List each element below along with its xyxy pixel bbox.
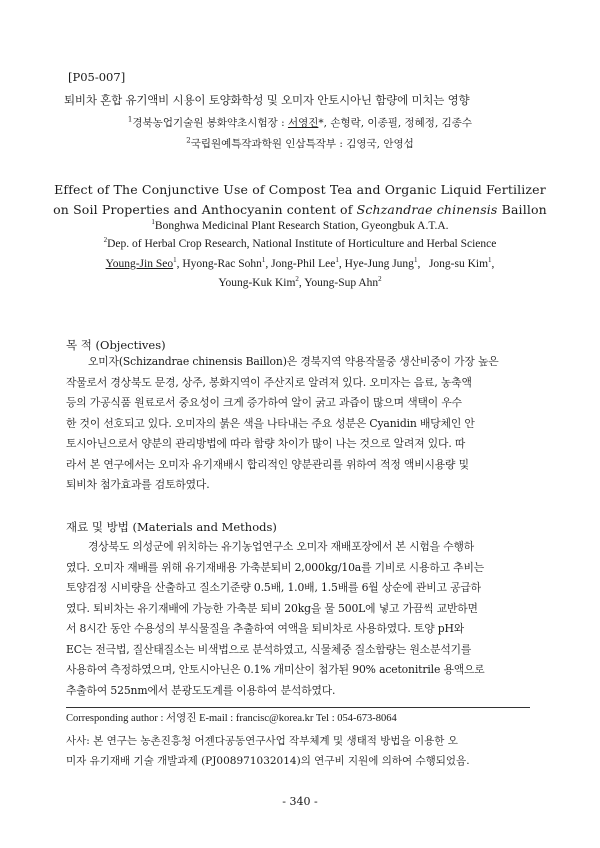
paragraph-line: EC는 전극법, 질산태질소는 비색법으로 분석하였고, 식물체중 질소함량는 원소분석기를	[66, 642, 472, 656]
korean-title: 퇴비차 혼합 유기액비 시용이 토양화학성 및 오미자 안토시아닌 함량에 미치는 영향	[64, 93, 470, 107]
page-number: - 340 -	[282, 795, 318, 808]
author-name: Young-Kuk Kim	[218, 277, 296, 289]
affiliation-text: 경북농업기술원 봉화약초시험장 :	[132, 117, 288, 129]
objectives-heading: 목 적 (Objectives)	[66, 338, 166, 352]
paragraph-line: 추출하여 525nm에서 분광도도계를 이용하여 분석하였다.	[66, 683, 336, 697]
paragraph-line: 오미자(Schizandrae chinensis Baillon)은 경북지역 약용작물중 생산비중이 가장 높은	[88, 355, 499, 368]
lead-author-korean: 서영진	[287, 117, 319, 129]
paragraph-line: 경상북도 의성군에 위치하는 유기농업연구소 오미자 재배포장에서 본 시험을 수행하	[88, 540, 475, 553]
author-name: , Jong-su Kim	[417, 258, 489, 270]
corresponding-author: Corresponding author : 서영진 E-mail : francisc@korea.kr Tel : 054-673-8064	[66, 713, 397, 724]
author-list-line-1	[30, 258, 570, 270]
paragraph-line: 였다. 퇴비차는 유기재배에 가능한 가축분 퇴비 20kg을 물 500L에 넣고 가끔씩 교반하면	[66, 601, 478, 615]
author-list-line-2	[30, 277, 570, 289]
paragraph-line: 라서 본 연구에서는 오미자 유기재배시 합리적인 양분관리를 위하여 적정 액비시용량 및	[66, 457, 469, 471]
author-name: , Young-Sup Ahn	[298, 277, 379, 289]
paragraph-line: 서 8시간 동안 수용성의 부식물질을 추출하여 여액을 퇴비차로 사용하였다. 토양 pH와	[66, 622, 465, 635]
author-name: , Hye-Jung Jung	[338, 258, 414, 270]
acknowledgement	[66, 731, 536, 771]
paragraph-line: 등의 가공식품 원료로서 중요성이 크게 증가하여 알이 굵고 과즙이 많으며 색택이 우수	[66, 396, 462, 409]
paragraph-line: 였다. 오미자 재배를 위해 유기재배용 가축분퇴비 2,000kg/10a를 기비로 시용하고 추비는	[66, 560, 485, 574]
korean-affiliation-1	[0, 115, 600, 130]
title-text: on Soil Properties and Anthocyanin content of	[53, 202, 357, 217]
author-marker: 2	[295, 275, 299, 284]
methods-heading: 재료 및 방법 (Materials and Methods)	[66, 520, 277, 534]
methods-paragraph	[66, 537, 536, 701]
affiliation-marker: 1	[151, 218, 155, 227]
english-title-line-1: Effect of The Conjunctive Use of Compost Tea and Organic Liquid Fertilizer	[54, 182, 546, 197]
abstract-code: [P05-007]	[68, 70, 126, 84]
affiliation-text: Dep. of Herbal Crop Research, National Institute of Horticulture and Herbal Science	[107, 238, 497, 250]
author-marker: 1	[173, 256, 177, 265]
author-marker: 1	[488, 256, 492, 265]
objectives-paragraph	[66, 352, 536, 496]
author-name: Young-Jin Seo	[105, 258, 174, 270]
author-separator: ,	[491, 258, 495, 270]
author-marker: 1	[261, 256, 266, 265]
paragraph-line: 토시아닌으로서 양분의 관리방법에 따라 함량 차이가 많이 나는 것으로 알려져 있다. 따	[66, 437, 466, 450]
paragraph-line: 사용하여 측정하였으며, 안토시아닌은 0.1% 개미산이 첨가된 90% acetonitrile 용액으로	[66, 663, 485, 676]
acknowledgement-line: 미자 유기재배 기술 개발과제 (PJ008971032014)의 연구비 지원에 의하여 수행되었음.	[66, 755, 470, 767]
affiliation-text: Bonghwa Medicinal Plant Research Station, Gyeongbuk A.T.A.	[154, 220, 449, 232]
english-affiliation-1	[30, 220, 570, 232]
species-name: Schzandrae chinensis	[356, 202, 498, 217]
paragraph-line: 퇴비차 첨가효과를 검토하였다.	[66, 478, 210, 491]
footnote-divider	[66, 707, 530, 708]
author-marker: 1	[335, 256, 339, 265]
affiliation-text: 국립원예특작과학원 인삼특작부 : 김영국, 안영섭	[190, 138, 414, 150]
korean-affiliation-2	[0, 136, 600, 151]
paragraph-line: 토양검정 시비량을 산출하고 질소기준량 0.5배, 1.0배, 1.5배를 6월 상순에 관비고 공급하	[66, 581, 481, 594]
paragraph-line: 한 것이 선호되고 있다. 오미자의 붉은 색을 나타내는 주요 성분은 Cyanidin 배당체인 안	[66, 416, 475, 430]
title-text: Baillon	[497, 202, 547, 217]
english-affiliation-2	[30, 238, 570, 250]
affiliation-marker: 1	[127, 115, 133, 124]
paragraph-line: 작물로서 경상북도 문경, 상주, 봉화지역이 주산지로 알려져 있다. 오미자는 음료, 농축액	[66, 375, 472, 389]
author-marker: 1	[413, 256, 418, 265]
author-name: , Hyong-Rac Sohn	[176, 258, 262, 270]
author-name: , Jong-Phil Lee	[265, 258, 336, 270]
affiliation-marker: 2	[186, 136, 191, 145]
author-marker: 2	[378, 275, 382, 284]
english-title-line-2	[40, 199, 560, 221]
coauthors-korean: *, 손형락, 이종필, 정혜정, 김종수	[318, 117, 473, 129]
affiliation-marker: 2	[103, 236, 108, 245]
acknowledgement-line: 사사: 본 연구는 농촌진흥청 어젠다공동연구사업 작부체계 및 생태적 방법을 이용한 오	[66, 735, 458, 747]
